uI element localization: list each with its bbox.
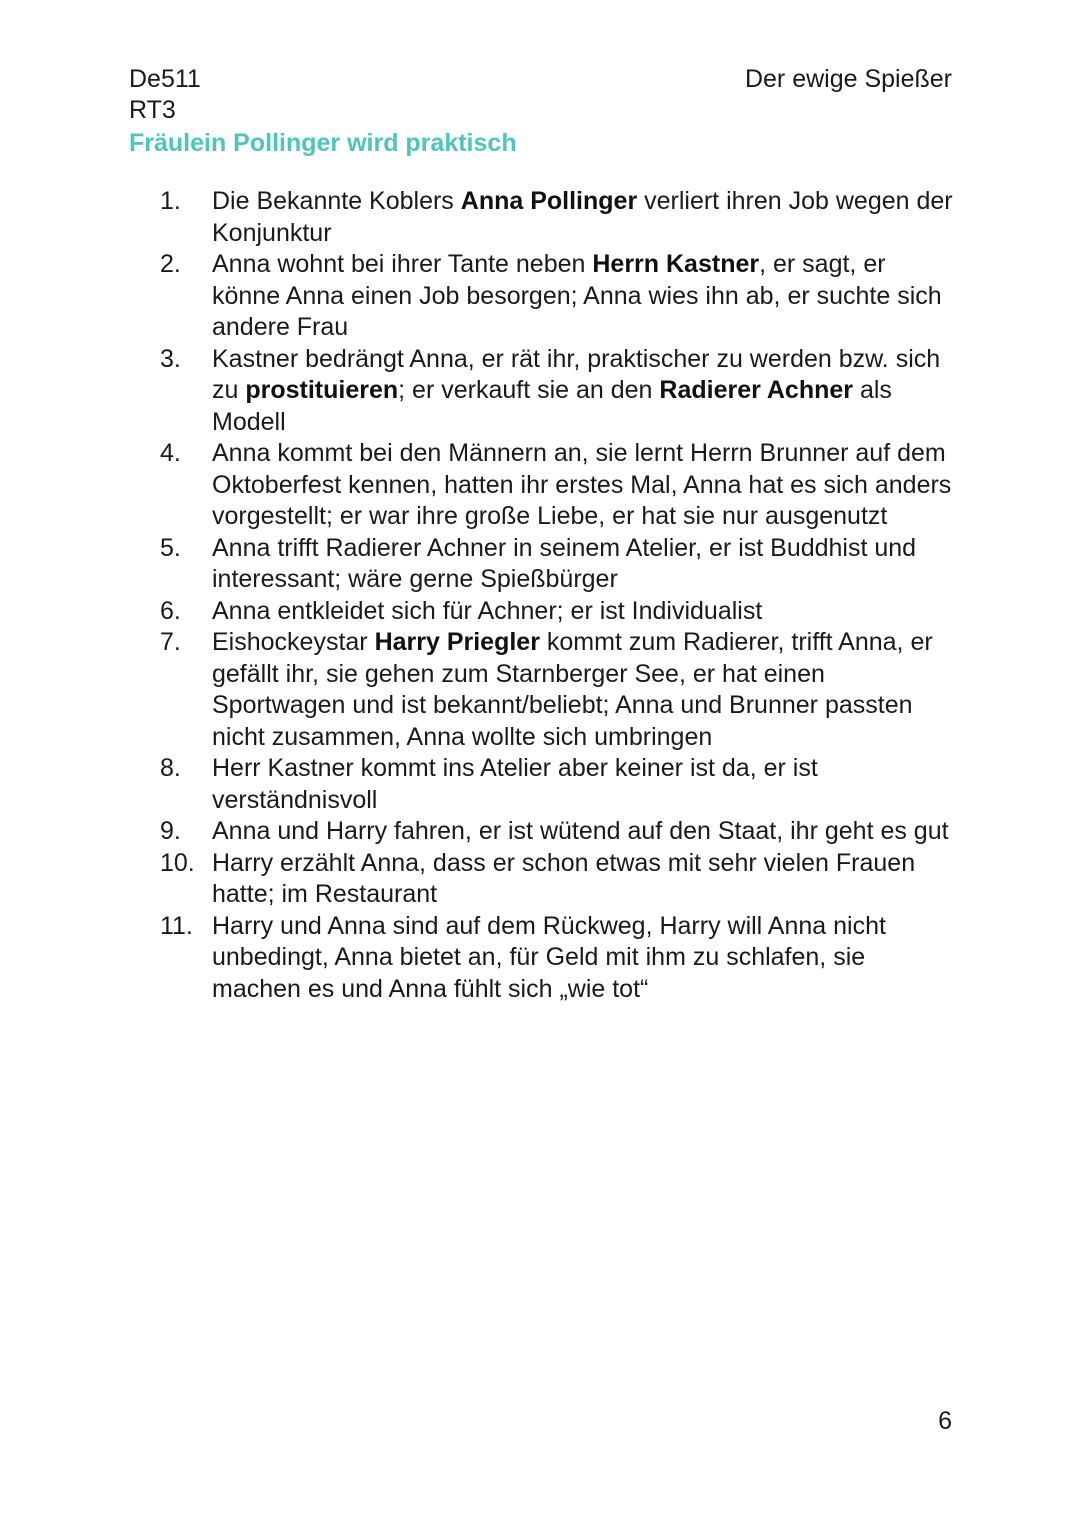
text-segment: Anna entkleidet sich für Achner; er ist Individualist [212, 596, 763, 625]
text-segment: kommt zum Radierer, trifft Anna, er gefällt ihr, sie gehen zum Starnberger See, er hat einen Sportwagen und ist bekannt/beliebt; Anna und Brunner passten nicht zusammen, Anna wollte sich umbringen [212, 628, 933, 751]
list-item-number: 6. [160, 596, 181, 625]
list-item-text [212, 249, 960, 344]
list-item-number: 3. [160, 344, 181, 373]
bold-name: prostituieren [245, 376, 399, 404]
section-heading: Fräulein Pollinger wird praktisch [129, 129, 517, 157]
text-segment: Anna trifft Radierer Achner in seinem Atelier, er ist Buddhist und interessant; wäre gerne Spießbürger [212, 533, 917, 593]
list-item-text [212, 627, 960, 753]
page-number: 6 [938, 1407, 952, 1435]
text-segment: als Modell [212, 376, 892, 436]
text-segment: Herr Kastner kommt ins Atelier aber keiner ist da, er ist verständnisvoll [212, 754, 818, 814]
list-item [160, 186, 960, 249]
course-code: De511 [129, 65, 201, 93]
group-code: RT3 [129, 96, 176, 124]
list-item-number: 5. [160, 533, 181, 562]
list-item [160, 753, 960, 816]
list-item [160, 596, 960, 628]
list-item [160, 627, 960, 753]
text-segment: Anna und Harry fahren, er ist wütend auf den Staat, ihr geht es gut [212, 817, 949, 845]
list-item-number: 2. [160, 250, 181, 278]
list-item-text [212, 438, 960, 533]
list-item [160, 249, 960, 344]
text-segment: Harry und Anna sind auf dem Rückweg, Harry will Anna nicht unbedingt, Anna bietet an, für Geld mit ihm zu schlafen, sie machen es und Anna fühlt sich „wie tot“ [212, 911, 886, 1003]
list-item-text [212, 533, 960, 596]
list-item-number: 10. [160, 848, 195, 877]
document-title: Der ewige Spießer [744, 65, 952, 93]
bold-name: Radierer Achner [659, 376, 854, 404]
text-segment: ; er verkauft sie an den [398, 376, 660, 404]
list-item-number: 9. [160, 817, 181, 845]
list-item [160, 438, 960, 533]
list-item-text [212, 596, 960, 628]
header-left [129, 64, 201, 126]
list-item-text [212, 344, 960, 439]
list-item [160, 533, 960, 596]
summary-list [160, 186, 960, 1005]
text-segment: Kastner bedrängt Anna, er rät ihr, praktischer zu werden bzw. sich zu [212, 344, 941, 404]
text-segment: Harry erzählt Anna, dass er schon etwas mit sehr vielen Frauen hatte; im Restaurant [212, 848, 916, 908]
bold-name: Herrn Kastner [592, 250, 760, 278]
list-item-number: 11. [160, 911, 193, 940]
list-item-text [212, 753, 960, 816]
text-segment: Eishockeystar [212, 628, 375, 656]
list-item-text [212, 848, 960, 911]
list-item-number: 1. [160, 187, 181, 215]
text-segment: , er sagt, er könne Anna einen Job besorgen; Anna wies ihn ab, er suchte sich andere Frau [212, 250, 942, 341]
list-item [160, 911, 960, 1006]
list-item-number: 7. [160, 628, 181, 656]
list-item-text [212, 186, 960, 249]
list-item [160, 848, 960, 911]
text-segment: verliert ihren Job wegen der Konjunktur [212, 187, 953, 247]
bold-name: Harry Priegler [374, 628, 540, 656]
list-item-text [212, 911, 960, 1006]
list-item-number: 4. [160, 439, 181, 467]
list-item-number: 8. [160, 754, 181, 782]
bold-name: Anna Pollinger [460, 187, 638, 215]
list-item-text [212, 816, 960, 848]
text-segment: Anna kommt bei den Männern an, sie lernt Herrn Brunner auf dem Oktoberfest kennen, hatten ihr erstes Mal, Anna hat es sich anders vorgestellt; er war ihre große Liebe, er hat sie nur ausgenutzt [212, 439, 952, 530]
list-item [160, 344, 960, 439]
list-item [160, 816, 960, 848]
text-segment: Anna wohnt bei ihrer Tante neben [212, 250, 593, 278]
text-segment: Die Bekannte Koblers [212, 187, 461, 215]
